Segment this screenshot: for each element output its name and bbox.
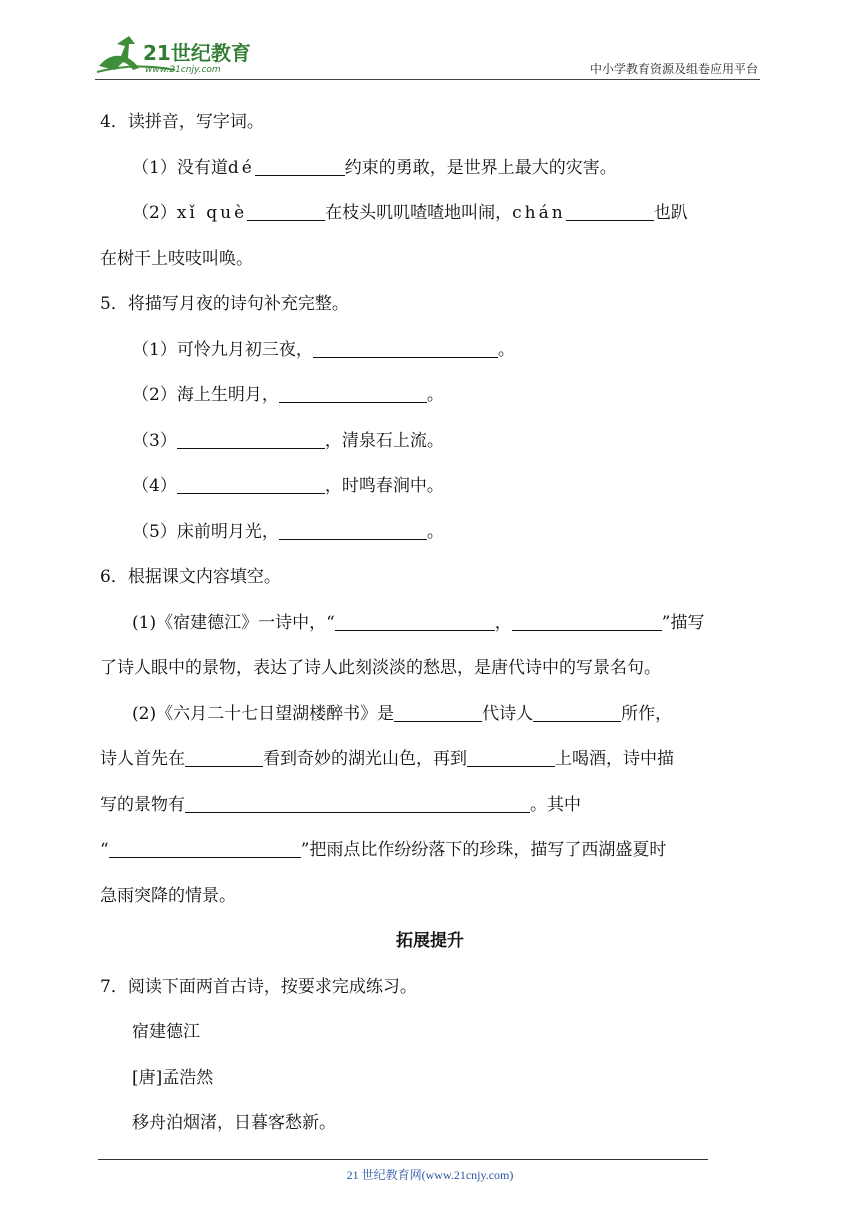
header-divider (95, 79, 760, 80)
q5-title: 5．将描写月夜的诗句补充完整。 (100, 294, 349, 314)
answer-blank[interactable] (185, 794, 530, 813)
answer-blank[interactable] (533, 703, 621, 722)
q5-item-2: （2）海上生明月， 。 (132, 385, 444, 405)
q6-part-2-line3: 写的景物有 。其中 (100, 794, 581, 815)
answer-blank[interactable] (255, 157, 345, 176)
answer-blank[interactable] (109, 839, 301, 858)
section-title: 拓展提升 (396, 931, 464, 951)
footer-divider (98, 1159, 708, 1160)
q6-part-2: (2)《六月二十七日望湖楼醉书》是 代诗人 所作， (132, 703, 673, 724)
answer-blank[interactable] (335, 612, 495, 631)
answer-blank[interactable] (279, 521, 427, 540)
answer-blank[interactable] (566, 202, 654, 221)
q6-part-1-cont: 了诗人眼中的景物，表达了诗人此刻淡淡的愁思，是唐代诗中的写景名句。 (100, 658, 661, 678)
header-platform-text: 中小学教育资源及组卷应用平台 (589, 62, 758, 76)
q6-part-2-line4: “ ”把雨点比作纷纷落下的珍珠，描写了西湖盛夏时 (100, 840, 667, 860)
answer-blank[interactable] (177, 475, 325, 494)
answer-blank[interactable] (185, 748, 263, 767)
q4-title: 4．读拼音，写字词。 (100, 112, 264, 132)
q5-item-3: （3） ，清泉石上流。 (132, 430, 444, 451)
logo-url: www.21cnjy.com (145, 65, 221, 75)
q6-part-2-line2: 诗人首先在 看到奇妙的湖光山色，再到 上喝酒，诗中描 (100, 749, 674, 769)
q5-item-4: （4） ，时鸣春涧中。 (132, 476, 444, 496)
q6-title: 6．根据课文内容填空。 (100, 567, 281, 587)
q4-item-2: （2）xǐ què 在枝头叽叽喳喳地叫闹，chán 也趴 (132, 203, 688, 223)
q4-item-2-cont: 在树干上吱吱叫唤。 (100, 248, 253, 269)
poem-author: [唐]孟浩然 (132, 1067, 214, 1088)
answer-blank[interactable] (279, 384, 427, 403)
footer-link[interactable]: 21 世纪教育网(www.21cnjy.com) (346, 1168, 514, 1182)
answer-blank[interactable] (394, 703, 482, 722)
q6-part-1: (1)《宿建德江》一诗中，“ ， ”描写 (132, 612, 705, 633)
answer-blank[interactable] (247, 202, 325, 221)
logo-text: 21世纪教育 (143, 41, 251, 65)
q4-item-1: （1）没有道dé 约束的勇敢，是世界上最大的灾害。 (132, 157, 617, 178)
poem-line-1: 移舟泊烟渚，日暮客愁新。 (132, 1113, 336, 1133)
answer-blank[interactable] (177, 430, 325, 449)
logo-21cnjy (95, 32, 265, 76)
answer-blank[interactable] (467, 748, 555, 767)
answer-blank[interactable] (313, 339, 498, 358)
poem-title: 宿建德江 (132, 1022, 200, 1042)
q5-item-5: （5）床前明月光， 。 (132, 521, 444, 542)
answer-blank[interactable] (512, 612, 662, 631)
q6-part-2-line5: 急雨突降的情景。 (100, 885, 236, 906)
worksheet-content (100, 100, 760, 1147)
q5-item-1: （1）可怜九月初三夜， 。 (132, 339, 515, 360)
q7-title: 7．阅读下面两首古诗，按要求完成练习。 (100, 976, 417, 997)
page-header (95, 30, 760, 80)
